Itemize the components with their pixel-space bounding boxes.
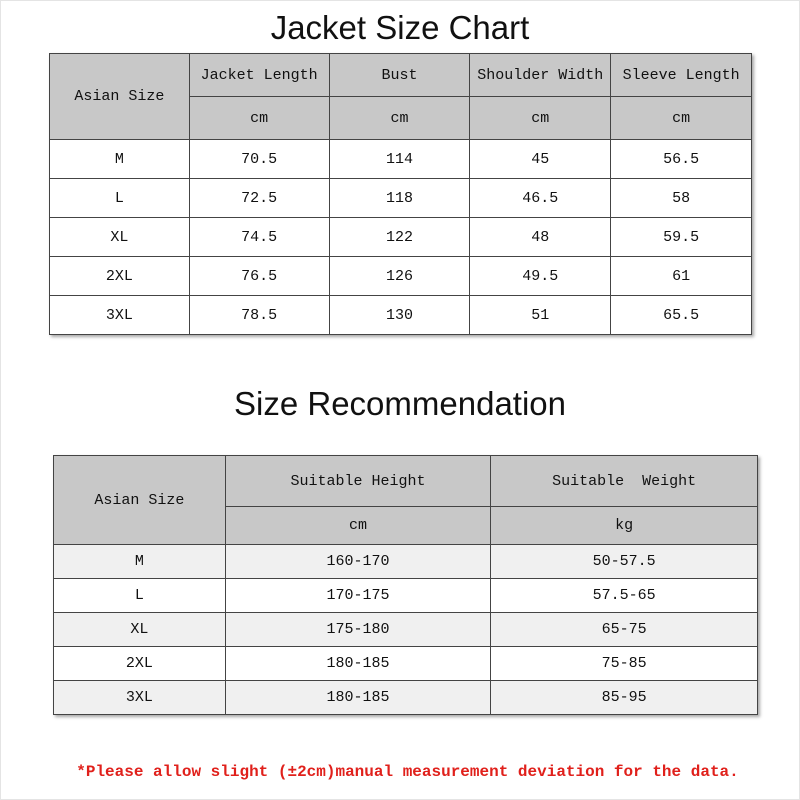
- value-cell: 59.5: [611, 218, 752, 257]
- unit-cell: cm: [189, 97, 329, 140]
- table-row: [54, 579, 758, 613]
- value-cell: 130: [329, 296, 470, 335]
- value-cell: 61: [611, 257, 752, 296]
- measurement-note: *Please allow slight (±2cm)manual measurement deviation for the data.: [76, 763, 739, 781]
- column-header: Suitable Weight: [491, 456, 758, 507]
- size-cell: 3XL: [50, 296, 190, 335]
- unit-cell: kg: [491, 507, 758, 545]
- value-cell: 126: [329, 257, 470, 296]
- value-cell: 58: [611, 179, 752, 218]
- value-cell: 74.5: [189, 218, 329, 257]
- value-cell: 46.5: [470, 179, 611, 218]
- value-cell: 48: [470, 218, 611, 257]
- value-cell: 76.5: [189, 257, 329, 296]
- size-recommendation-table: [53, 455, 758, 715]
- size-cell: 2XL: [54, 647, 226, 681]
- value-cell: 122: [329, 218, 470, 257]
- size-cell: M: [50, 140, 190, 179]
- jacket-size-table: [49, 53, 752, 335]
- table-row: [54, 545, 758, 579]
- recommendation-title: Size Recommendation: [234, 385, 566, 422]
- corner-label: Asian Size: [54, 456, 226, 545]
- column-header: Suitable Height: [225, 456, 491, 507]
- value-cell: 75-85: [491, 647, 758, 681]
- table-row: [54, 681, 758, 715]
- value-cell: 180-185: [225, 647, 491, 681]
- table-row: [50, 218, 752, 257]
- column-header: Shoulder Width: [470, 54, 611, 97]
- value-cell: 65.5: [611, 296, 752, 335]
- column-header: Jacket Length: [189, 54, 329, 97]
- unit-cell: cm: [611, 97, 752, 140]
- size-cell: 3XL: [54, 681, 226, 715]
- table-row: [50, 296, 752, 335]
- size-cell: L: [50, 179, 190, 218]
- value-cell: 170-175: [225, 579, 491, 613]
- value-cell: 50-57.5: [491, 545, 758, 579]
- unit-cell: cm: [225, 507, 491, 545]
- value-cell: 160-170: [225, 545, 491, 579]
- table-row: [50, 179, 752, 218]
- size-cell: 2XL: [50, 257, 190, 296]
- table-header-row: [50, 54, 752, 97]
- value-cell: 72.5: [189, 179, 329, 218]
- value-cell: 114: [329, 140, 470, 179]
- value-cell: 70.5: [189, 140, 329, 179]
- table-header-row: [54, 456, 758, 507]
- column-header: Sleeve Length: [611, 54, 752, 97]
- column-header: Bust: [329, 54, 470, 97]
- value-cell: 118: [329, 179, 470, 218]
- value-cell: 56.5: [611, 140, 752, 179]
- value-cell: 175-180: [225, 613, 491, 647]
- value-cell: 57.5-65: [491, 579, 758, 613]
- table-row: [54, 647, 758, 681]
- value-cell: 45: [470, 140, 611, 179]
- table-row: [50, 140, 752, 179]
- size-cell: XL: [50, 218, 190, 257]
- value-cell: 180-185: [225, 681, 491, 715]
- value-cell: 85-95: [491, 681, 758, 715]
- value-cell: 49.5: [470, 257, 611, 296]
- unit-cell: cm: [329, 97, 470, 140]
- value-cell: 51: [470, 296, 611, 335]
- size-cell: L: [54, 579, 226, 613]
- size-cell: M: [54, 545, 226, 579]
- table-row: [50, 257, 752, 296]
- corner-label: Asian Size: [50, 54, 190, 140]
- unit-cell: cm: [470, 97, 611, 140]
- jacket-chart-title: Jacket Size Chart: [270, 9, 530, 46]
- size-cell: XL: [54, 613, 226, 647]
- value-cell: 78.5: [189, 296, 329, 335]
- table-row: [54, 613, 758, 647]
- value-cell: 65-75: [491, 613, 758, 647]
